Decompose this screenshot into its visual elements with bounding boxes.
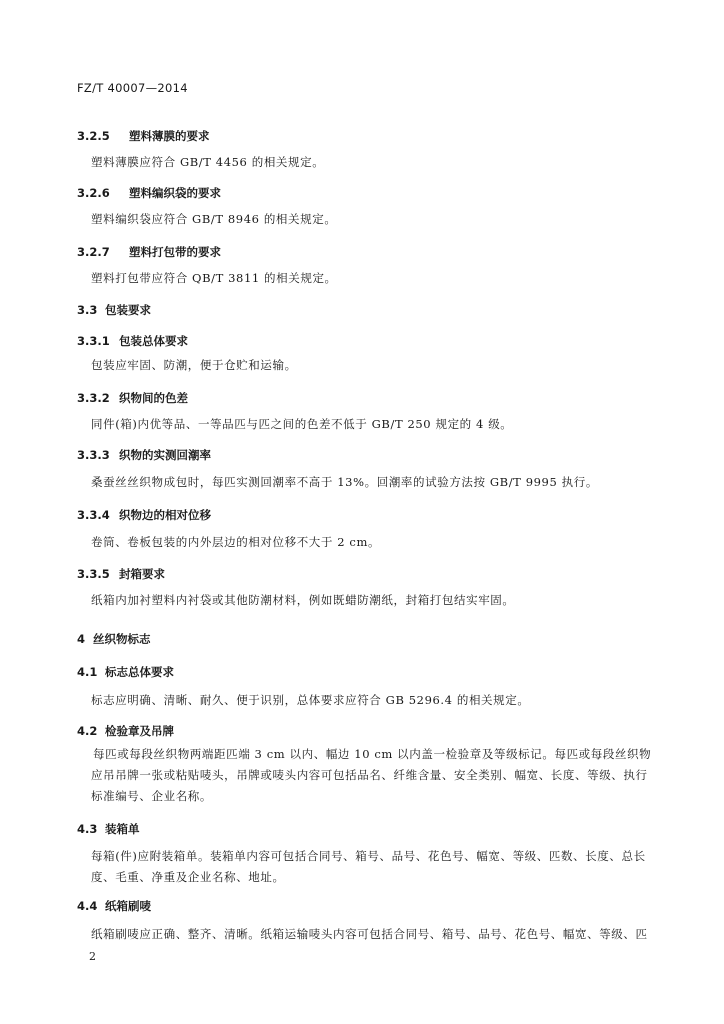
section-heading-3-3-4 — [77, 507, 211, 523]
standard-number-header: FZ/T 40007—2014 — [77, 81, 188, 95]
section-heading-3-3-5 — [77, 566, 165, 582]
section-title: 装箱单 — [105, 822, 140, 836]
section-heading-3-2-7 — [77, 244, 221, 260]
section-heading-3-2-6 — [77, 185, 221, 201]
section-heading-4-4 — [77, 898, 151, 914]
section-heading-3-3-1 — [77, 333, 188, 349]
section-number: 3.3.4 — [77, 508, 110, 522]
section-title: 检验章及吊牌 — [105, 724, 174, 738]
section-heading-4-2 — [77, 723, 174, 739]
section-number: 3.3.2 — [77, 391, 110, 405]
section-body-3-2-5: 塑料薄膜应符合 GB/T 4456 的相关规定。 — [91, 155, 325, 169]
section-title: 封箱要求 — [119, 567, 165, 581]
section-title: 塑料编织袋的要求 — [129, 186, 221, 200]
section-title: 标志总体要求 — [105, 665, 174, 679]
section-body-3-2-7: 塑料打包带应符合 QB/T 3811 的相关规定。 — [91, 271, 337, 285]
section-heading-4-1 — [77, 664, 174, 680]
section-heading-3-3 — [77, 302, 151, 318]
section-number: 3.2.6 — [77, 186, 110, 200]
section-body-3-3-4: 卷筒、卷板包装的内外层边的相对位移不大于 2 cm。 — [91, 535, 381, 549]
section-number: 4 — [77, 632, 86, 646]
section-title: 包装要求 — [105, 303, 151, 317]
section-body-3-3-3: 桑蚕丝丝织物成包时，每匹实测回潮率不高于 13%。回潮率的试验方法按 GB/T 9995 执行。 — [91, 475, 598, 489]
section-title: 织物的实测回潮率 — [119, 448, 211, 462]
section-heading-3-3-2 — [77, 390, 188, 406]
section-number: 3.3 — [77, 303, 98, 317]
section-number: 3.2.7 — [77, 245, 110, 259]
section-title: 丝织物标志 — [93, 632, 151, 646]
section-title: 纸箱刷唛 — [105, 899, 151, 913]
section-body-3-3-2: 同件(箱)内优等品、一等品匹与匹之间的色差不低于 GB/T 250 规定的 4 级。 — [91, 417, 513, 431]
section-title: 塑料薄膜的要求 — [129, 129, 210, 143]
section-number: 3.3.1 — [77, 334, 110, 348]
section-heading-4-3 — [77, 821, 140, 837]
section-number: 4.4 — [77, 899, 98, 913]
section-title: 织物间的色差 — [119, 391, 188, 405]
page-number: 2 — [89, 950, 96, 963]
section-title: 塑料打包带的要求 — [129, 245, 221, 259]
section-body-3-2-6: 塑料编织袋应符合 GB/T 8946 的相关规定。 — [91, 212, 337, 226]
section-number: 4.3 — [77, 822, 98, 836]
section-heading-4 — [77, 631, 151, 647]
section-number: 3.3.3 — [77, 448, 110, 462]
section-number: 4.1 — [77, 665, 98, 679]
section-body-3-3-5: 纸箱内加衬塑料内衬袋或其他防潮材料，例如既蜡防潮纸，封箱打包结实牢固。 — [91, 593, 515, 607]
section-number: 4.2 — [77, 724, 98, 738]
section-body-4-1: 标志应明确、清晰、耐久、便于识别，总体要求应符合 GB 5296.4 的相关规定。 — [91, 693, 530, 707]
section-title: 包装总体要求 — [119, 334, 188, 348]
section-number: 3.2.5 — [77, 129, 110, 143]
section-title: 织物边的相对位移 — [119, 508, 211, 522]
section-heading-3-2-5 — [77, 128, 210, 144]
section-heading-3-3-3 — [77, 447, 211, 463]
section-body-4-2: 每匹或每段丝织物两端距匹端 3 cm 以内、幅边 10 cm 以内盖一检验章及等级标记。每匹或每段丝织物应吊吊牌一张或粘贴唛头，吊牌或唛头内容可包括品名、纤维含量、安全类别、幅宽、长度、等级、执行标准编号、企业名称。 — [91, 747, 652, 803]
section-body-4-4: 纸箱刷唛应正确、整齐、清晰。纸箱运输唛头内容可包括合同号、箱号、品号、花色号、幅宽、等级、匹 — [91, 927, 648, 941]
section-body-4-3: 每箱(件)应附装箱单。装箱单内容可包括合同号、箱号、品号、花色号、幅宽、等级、匹数、长度、总长度、毛重、净重及企业名称、地址。 — [91, 849, 646, 884]
section-number: 3.3.5 — [77, 567, 110, 581]
section-body-3-3-1: 包装应牢固、防潮，便于仓贮和运输。 — [91, 358, 297, 372]
